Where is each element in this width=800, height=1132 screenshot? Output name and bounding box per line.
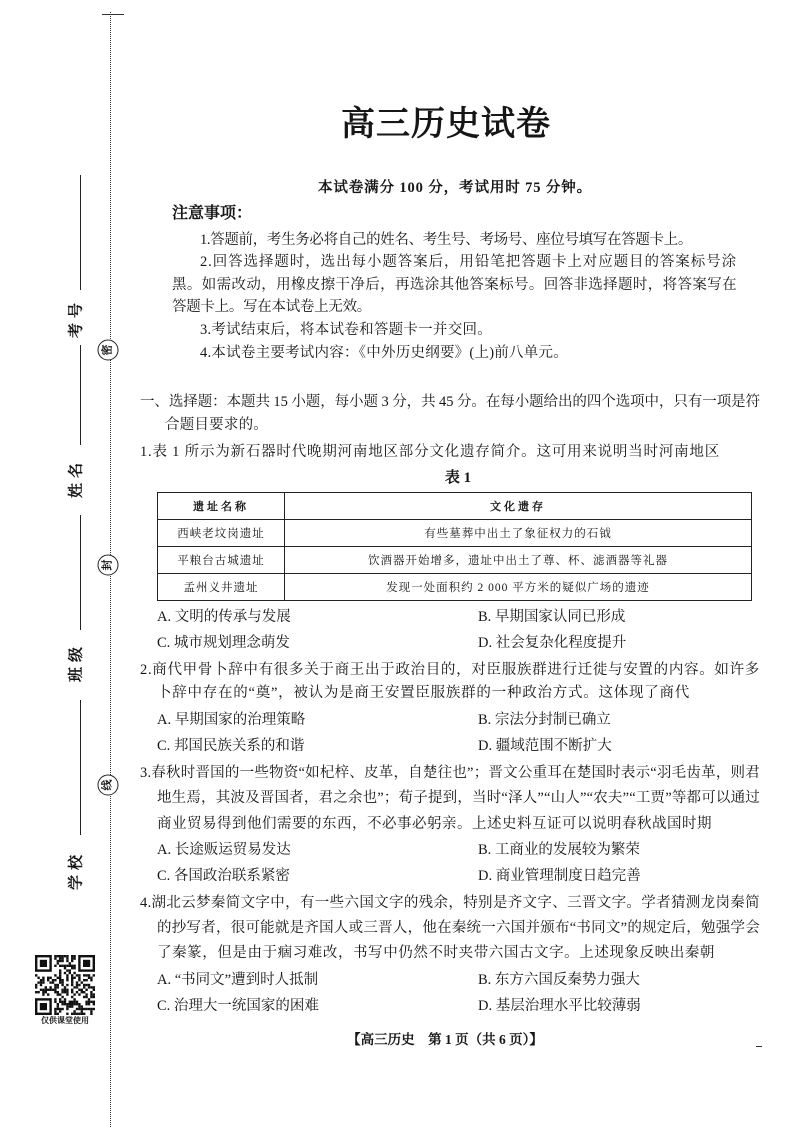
question-2-stem: 2.商代甲骨卜辞中有很多关于商王出于政治目的，对臣服族群进行迁徙与安置的内容。如许多 [140,662,760,678]
question-3-stem: 3.春秋时晋国的一些物资“如杞梓、皮革，自楚往也”；晋文公重耳在楚国时表示“羽毛齿革，则君 [140,765,760,781]
section-heading-cont: 合题目要求的。 [165,417,268,433]
seal-feng [98,555,119,576]
question-4-stem: 了秦篆，但是由于痼习难改，书写中仍然不时夹带六国古文字。上述现象反映出秦朝 [157,945,715,961]
notice-heading: 注意事项： [172,205,253,222]
exam-number-underline [80,175,81,290]
class-label: 班级 [68,641,85,683]
name-underline [80,345,81,445]
table-row [158,520,752,547]
question-3-stem: 商业贸易得到他们需要的东西，不必事必躬亲。上述史料互证可以说明春秋战国时期 [157,816,712,832]
table-row [158,547,752,574]
question-2-option-c: C. 邦国民族关系的和谐 [157,738,305,754]
question-1-option-b: B. 早期国家认同已形成 [478,609,626,625]
table-cell-site: 孟州义井遗址 [158,574,285,601]
question-3-option-a: A. 长途贩运贸易发达 [157,842,291,858]
question-1-stem: 1.表 1 所示为新石器时代晚期河南地区部分文化遗存简介。这可用来说明当时河南地区 [140,444,721,460]
seal-xian [98,775,119,796]
edge-mark [756,1046,762,1047]
notice-line: 4.本试卷主要考试内容：《中外历史纲要》(上)前八单元。 [200,345,568,361]
table-cell-remains: 饮酒器开始增多，遗址中出土了尊、杯、滤酒器等礼器 [285,547,752,574]
table-header-remains: 文化遗存 [285,493,752,520]
question-3-option-b: B. 工商业的发展较为繁荣 [478,842,640,858]
notice-line: 答题卡上。写在本试卷上无效。 [172,299,371,315]
seal-mi-char: 密 [101,344,114,356]
table-header-site: 遗址名称 [158,493,285,520]
question-1-option-d: D. 社会复杂化程度提升 [478,635,627,651]
seal-feng-char: 封 [101,559,114,571]
question-1-option-a: A. 文明的传承与发展 [157,609,291,625]
name-label: 姓名 [68,457,85,499]
question-3-option-d: D. 商业管理制度日趋完善 [478,868,641,884]
question-4-option-a: A. “书同文”遭到时人抵制 [157,972,319,988]
page-title: 高三历史试卷 [341,106,551,143]
table-header-row [158,493,752,520]
question-3-stem: 地生焉，其波及晋国者，君之余也”；荀子提到，当时“泽人”“山人”“农夫”“工贾”等都可以通过 [157,790,760,806]
seal-mi [98,340,119,361]
table-cell-remains: 发现一处面积约 2 000 平方米的疑似广场的遗迹 [285,574,752,601]
question-4-stem: 4.湖北云梦秦简文字中，有一些六国文字的残余，特别是齐文字、三晋文字。学者猜测龙岗秦简 [140,895,760,911]
school-label: 学校 [68,849,85,891]
exam-number-label: 考号 [68,297,85,339]
table-row [158,574,752,601]
binding-top-mark [102,14,124,15]
notice-line: 1.答题前，考生务必将自己的姓名、考生号、考场号、座位号填写在答题卡上。 [200,232,692,248]
exam-intro: 本试卷满分 100 分，考试用时 75 分钟。 [318,180,592,196]
question-4-option-d: D. 基层治理水平比较薄弱 [478,998,641,1014]
school-underline [80,700,81,835]
question-2-stem: 卜辞中存在的“奠”，被认为是商王安置臣服族群的一种政治方式。这体现了商代 [157,685,690,701]
page-footer: 【高三历史 第 1 页（共 6 页）】 [347,1032,543,1047]
question-4-option-b: B. 东方六国反秦势力强大 [478,972,640,988]
section-heading: 一、选择题：本题共 15 小题，每小题 3 分，共 45 分。在每小题给出的四个选项中，只有一项是符 [140,394,760,410]
question-4-option-c: C. 治理大一统国家的困难 [157,998,319,1014]
question-2-option-a: A. 早期国家的治理策略 [157,712,306,728]
question-2-option-d: D. 疆域范围不断扩大 [478,738,612,754]
qr-caption: 仅供课堂使用 [41,1016,89,1025]
question-1-option-c: C. 城市规划理念萌发 [157,635,290,651]
table-1 [157,492,752,601]
notice-line: 3.考试结束后，将本试卷和答题卡一并交回。 [200,322,493,338]
table-cell-remains: 有些墓葬中出土了象征权力的石钺 [285,520,752,547]
notice-line: 2.回答选择题时，选出每小题答案后，用铅笔把答题卡上对应题目的答案标号涂 [200,254,737,270]
question-4-stem: 的抄写者，很可能就是齐国人或三晋人，他在秦统一六国并颁布“书同文”的规定后，勉强学会 [157,920,760,936]
table-cell-site: 平粮台古城遗址 [158,547,285,574]
qr-code [35,955,95,1015]
table-caption: 表 1 [444,470,472,486]
notice-line: 黑。如需改动，用橡皮擦干净后，再选涂其他答案标号。回答非选择题时，将答案写在 [172,277,737,293]
table-cell-site: 西峡老坟岗遗址 [158,520,285,547]
seal-xian-char: 线 [101,779,114,791]
question-2-option-b: B. 宗法分封制已确立 [478,712,611,728]
question-3-option-c: C. 各国政治联系紧密 [157,868,290,884]
class-underline [80,515,81,630]
